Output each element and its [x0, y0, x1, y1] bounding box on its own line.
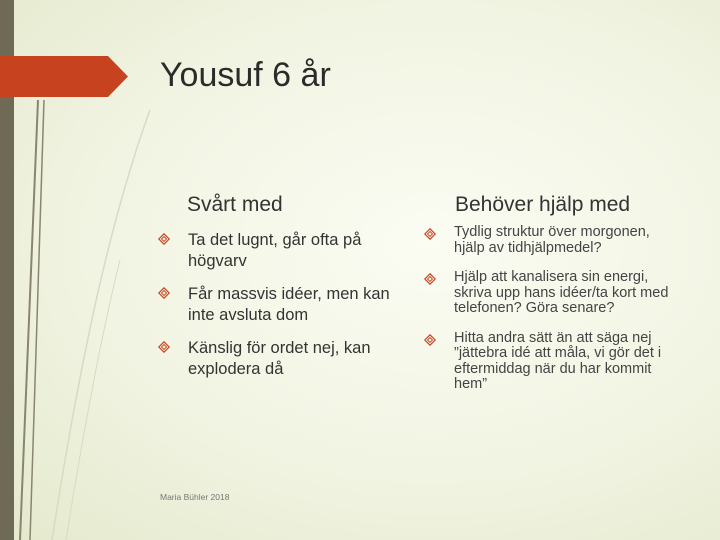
list-item — [158, 230, 398, 272]
footer-author: Maria Bühler 2018 — [160, 492, 230, 502]
diamond-bullet-icon — [158, 287, 170, 299]
list-item — [424, 270, 674, 317]
diamond-bullet-icon — [158, 341, 170, 353]
list-item — [158, 284, 398, 326]
left-bullet-list — [158, 230, 398, 392]
list-item-text: Hjälp att kanalisera sin energi, skriva upp hans idéer/ta kort med telefonen? Göra senare? — [454, 269, 669, 316]
list-item-text: Ta det lugnt, går ofta på högvarv — [188, 231, 362, 270]
diamond-bullet-icon — [424, 334, 436, 346]
list-item — [424, 331, 674, 393]
diamond-bullet-icon — [424, 228, 436, 240]
list-item-text: Hitta andra sätt än att säga nej ”jättebra idé att måla, vi gör det i eftermiddag när du har kommit hem” — [454, 329, 662, 392]
list-item-text: Tydlig struktur över morgonen, hjälp av tidhjälpmedel? — [454, 224, 650, 256]
slide-title: Yousuf 6 år — [160, 56, 331, 94]
list-item-text: Får massvis idéer, men kan inte avsluta dom — [188, 285, 390, 324]
diamond-bullet-icon — [424, 273, 436, 285]
list-item-text: Känslig för ordet nej, kan explodera då — [188, 339, 371, 378]
list-item — [158, 338, 398, 380]
list-item — [424, 225, 674, 256]
right-column-heading: Behöver hjälp med — [455, 193, 631, 216]
diamond-bullet-icon — [158, 233, 170, 245]
left-column-heading: Svårt med — [187, 193, 283, 216]
right-bullet-list — [424, 225, 674, 407]
